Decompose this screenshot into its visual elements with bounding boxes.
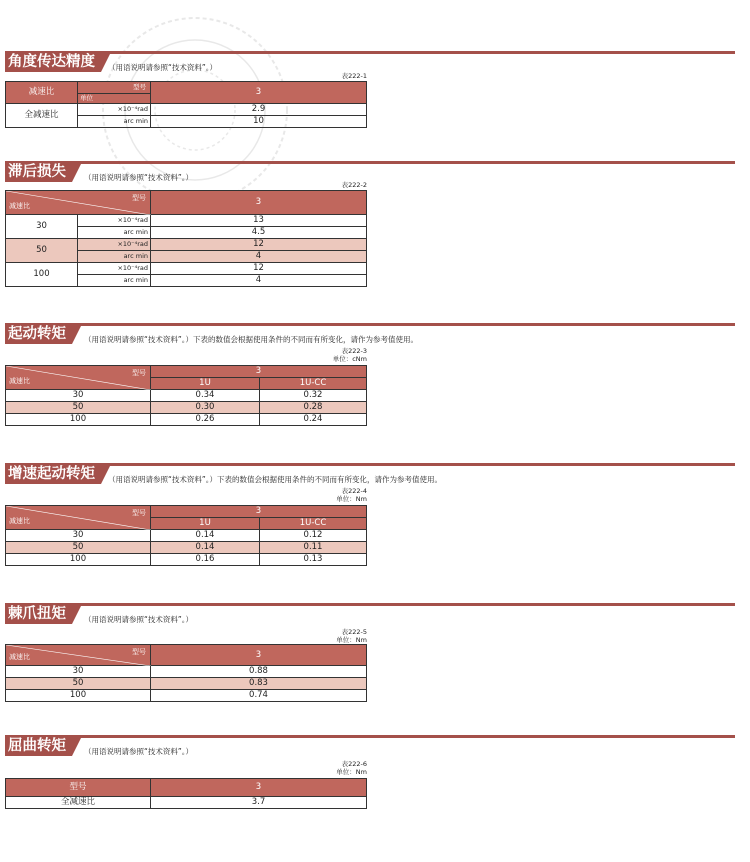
table-number: 表222-1 [341, 72, 367, 80]
table-number: 表222-6 [341, 760, 367, 768]
section-note: （用语说明请参照“技术资料”。） [84, 615, 194, 624]
value-rad: 12 [151, 263, 367, 275]
section-divider [5, 735, 735, 738]
unit-rad: ×10⁻⁴rad [78, 215, 151, 227]
table-number: 表222-5 [341, 628, 367, 636]
value-cell: 0.14 [151, 542, 260, 554]
table-row [6, 690, 367, 702]
ratio-cell: 100 [6, 690, 151, 702]
header-corner [6, 645, 151, 666]
table-row [6, 666, 367, 678]
section-note: （用语说明请参照“技术资料”。）下表的数值会根据使用条件的不同而有所变化，请作为参考值使用。 [84, 335, 419, 344]
header-col-1u-cc: 1U-CC [260, 378, 367, 390]
header-model-value: 3 [151, 779, 367, 797]
starting-torque-table [5, 365, 367, 426]
ratio-cell: 30 [6, 666, 151, 678]
value-cell: 0.74 [151, 690, 367, 702]
value-cell: 0.26 [151, 414, 260, 426]
value-cell: 3.7 [151, 797, 367, 809]
section-divider [5, 323, 735, 326]
row-label: 全减速比 [6, 797, 151, 809]
value-cell: 0.14 [151, 530, 260, 542]
value-cell: 0.12 [260, 530, 367, 542]
header-model-value: 3 [151, 506, 367, 518]
header-model-value: 3 [151, 82, 367, 104]
header-ratio: 减速比 [9, 202, 30, 210]
ratio-cell: 100 [6, 263, 78, 287]
ratio-cell: 30 [6, 390, 151, 402]
value-arc: 4.5 [151, 227, 367, 239]
unit-rad: ×10⁻⁴rad [78, 239, 151, 251]
section-divider [5, 161, 735, 164]
section-title-ratchet-torque: 棘爪扭矩 [5, 604, 72, 624]
header-model: 型号 [78, 82, 151, 94]
section-title-hysteresis-loss: 滞后损失 [5, 162, 72, 182]
value-rad: 13 [151, 215, 367, 227]
ratio-cell: 50 [6, 542, 151, 554]
section-title-angular-accuracy: 角度传达精度 [5, 52, 101, 72]
header-col-1u: 1U [151, 378, 260, 390]
unit-arc: arc min [78, 227, 151, 239]
header-ratio: 减速比 [9, 377, 30, 385]
table-row [6, 554, 367, 566]
header-model-value: 3 [151, 366, 367, 378]
value-rad: 12 [151, 239, 367, 251]
ratio-cell: 100 [6, 554, 151, 566]
section-divider [5, 51, 735, 54]
row-label: 全减速比 [6, 104, 78, 128]
section-title-overdrive-starting-torque: 增速起动转矩 [5, 464, 101, 484]
header-ratio: 减速比 [6, 82, 78, 104]
unit-arc: arc min [78, 251, 151, 263]
table-row [6, 402, 367, 414]
section-divider [5, 463, 735, 466]
ratio-cell: 50 [6, 678, 151, 690]
value-cell: 0.30 [151, 402, 260, 414]
table-number: 表222-3 [341, 347, 367, 355]
angular-accuracy-table [5, 81, 367, 128]
table-row [6, 414, 367, 426]
header-model: 型号 [132, 369, 146, 377]
unit-rad: ×10⁻⁴rad [78, 104, 151, 116]
section-note: （用语说明请参照“技术资料”。）下表的数值会根据使用条件的不同而有所变化，请作为参考值使用。 [108, 475, 443, 484]
value-arc: 4 [151, 251, 367, 263]
unit-arc: arc min [78, 116, 151, 128]
overdrive-starting-torque-table [5, 505, 367, 566]
value-cell: 0.24 [260, 414, 367, 426]
header-model: 型号 [132, 509, 146, 517]
value-cell: 0.11 [260, 542, 367, 554]
header-ratio: 减速比 [9, 653, 30, 661]
section-note: （用语说明请参照“技术资料”。） [108, 63, 218, 72]
ratchet-torque-table [5, 644, 367, 702]
ratio-cell: 50 [6, 239, 78, 263]
ratio-cell: 30 [6, 215, 78, 239]
ratio-cell: 100 [6, 414, 151, 426]
buckling-torque-table [5, 778, 367, 809]
table-row [6, 678, 367, 690]
table-number: 表222-4 [341, 487, 367, 495]
header-corner [6, 366, 151, 390]
table-unit: 单位：Nm [336, 636, 367, 644]
value-cell: 0.28 [260, 402, 367, 414]
header-model-value: 3 [151, 645, 367, 666]
table-number: 表222-2 [341, 181, 367, 189]
header-model: 型号 [132, 194, 146, 202]
value-cell: 0.16 [151, 554, 260, 566]
value-cell: 0.34 [151, 390, 260, 402]
header-col-1u-cc: 1U-CC [260, 518, 367, 530]
header-model-value: 3 [151, 191, 367, 215]
value-cell: 0.83 [151, 678, 367, 690]
header-corner [6, 506, 151, 530]
section-note: （用语说明请参照“技术资料”。） [84, 173, 194, 182]
section-title-starting-torque: 起动转矩 [5, 324, 72, 344]
value-cell: 0.88 [151, 666, 367, 678]
value-arc: 4 [151, 275, 367, 287]
table-unit: 单位：Nm [336, 768, 367, 776]
header-col-1u: 1U [151, 518, 260, 530]
value-rad: 2.9 [151, 104, 367, 116]
section-divider [5, 603, 735, 606]
table-row [6, 390, 367, 402]
table-row [6, 797, 367, 809]
header-model: 型号 [6, 779, 151, 797]
header-corner [6, 191, 151, 215]
section-note: （用语说明请参照“技术资料”。） [84, 747, 194, 756]
ratio-cell: 30 [6, 530, 151, 542]
header-model: 型号 [132, 648, 146, 656]
table-unit: 单位：Nm [336, 495, 367, 503]
table-unit: 单位：cNm [332, 355, 367, 363]
ratio-cell: 50 [6, 402, 151, 414]
value-cell: 0.13 [260, 554, 367, 566]
table-row [6, 542, 367, 554]
header-ratio: 减速比 [9, 517, 30, 525]
unit-rad: ×10⁻⁴rad [78, 263, 151, 275]
unit-arc: arc min [78, 275, 151, 287]
value-arc: 10 [151, 116, 367, 128]
header-unit: 单位 [78, 94, 151, 104]
value-cell: 0.32 [260, 390, 367, 402]
table-row [6, 530, 367, 542]
section-title-buckling-torque: 屈曲转矩 [5, 736, 72, 756]
hysteresis-loss-table [5, 190, 367, 287]
